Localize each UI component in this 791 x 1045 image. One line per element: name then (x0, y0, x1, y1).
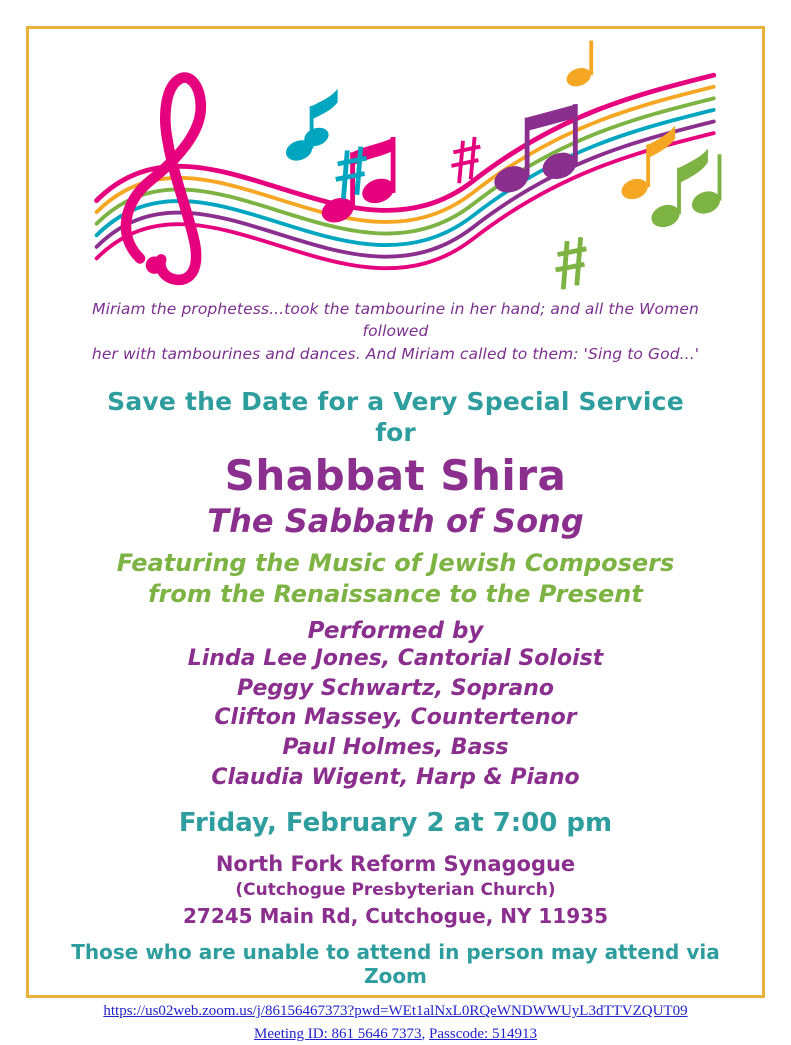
zoom-meeting-link[interactable]: https://us02web.zoom.us/j/86156467373?pwd=WEt1alNxL0RQeWNDWWUyL3dTTVZQUT09 (103, 1003, 688, 1020)
performer-list (58, 644, 733, 792)
featuring-line-2: from the Renaissance to the Present (148, 580, 643, 609)
music-notes-banner-icon (58, 32, 733, 292)
performer-item: Linda Lee Jones, Cantorial Soloist (187, 645, 604, 671)
zoom-details (58, 1000, 733, 1045)
event-datetime: Friday, February 2 at 7:00 pm (178, 808, 613, 839)
featuring-description (58, 548, 733, 609)
performer-item: Peggy Schwartz, Soprano (236, 675, 555, 701)
featuring-line-1: Featuring the Music of Jewish Composers (116, 549, 675, 578)
quote-line-1: Miriam the prophetess...took the tambourine in her hand; and all the Women followed (92, 300, 699, 341)
event-subtitle: The Sabbath of Song (207, 502, 584, 541)
for-word: for (375, 418, 416, 448)
zoom-meeting-id[interactable]: Meeting ID: 861 5646 7373 (254, 1025, 422, 1042)
flyer-content (24, 26, 767, 1042)
performed-by-label: Performed by (307, 617, 484, 644)
event-title: Shabbat Shira (224, 451, 567, 501)
zoom-link-row[interactable] (58, 1000, 733, 1023)
link-separator: , (421, 1025, 426, 1042)
venue-alternate-name: (Cutchogue Presbyterian Church) (235, 880, 556, 901)
quote-line-2: her with tambourines and dances. And Miriam called to them: 'Sing to God...' (91, 344, 700, 363)
performer-item: Claudia Wigent, Harp & Piano (211, 764, 580, 790)
scripture-quote (58, 298, 733, 365)
performer-item: Paul Holmes, Bass (282, 734, 509, 760)
zoom-credentials-row (58, 1023, 733, 1045)
save-the-date-heading: Save the Date for a Very Special Service (107, 387, 684, 417)
performer-item: Clifton Massey, Countertenor (214, 705, 577, 731)
venue-name: North Fork Reform Synagogue (215, 852, 576, 877)
zoom-attendance-note: Those who are unable to attend in person may attend via Zoom (71, 940, 720, 989)
zoom-passcode[interactable]: Passcode: 514913 (429, 1025, 537, 1042)
venue-address: 27245 Main Rd, Cutchogue, NY 11935 (182, 904, 609, 929)
